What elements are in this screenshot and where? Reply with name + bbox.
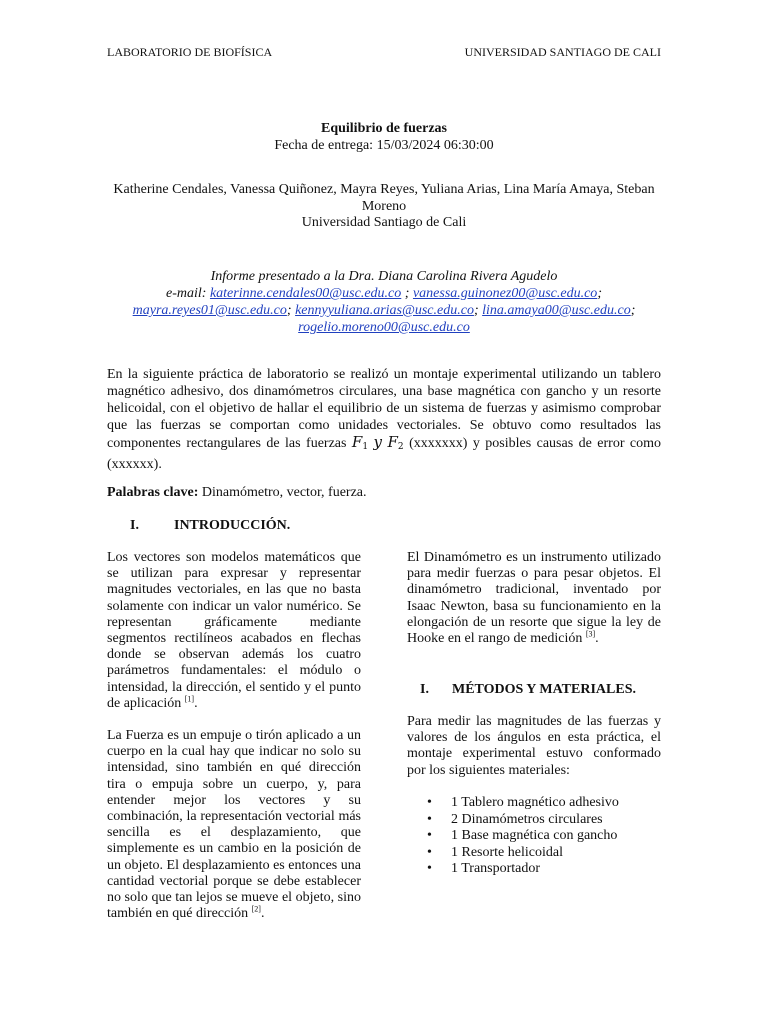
section-title: MÉTODOS Y MATERIALES. (452, 682, 636, 697)
intro-paragraph-text: Los vectores son modelos matemáticos que se utilizan para expresar y representar magnitudes vectoriales, en las que no basta solamente con indicar un valor numérico. Se representan gráficamente mediante segmentos rectilíneos acabados en flechas donde se observan además los cuatro parámetros fundamentales: el módulo o intensidad, la dirección, el sentido y el punto de aplicación (107, 550, 361, 711)
section-number: I. (130, 518, 139, 533)
force-f1-symbol: F (351, 433, 363, 451)
force-f1-subscript: 1 (362, 442, 369, 452)
section-heading-intro (130, 518, 290, 534)
left-column (107, 550, 361, 922)
methods-paragraph: Para medir las magnitudes de las fuerzas y valores de los ángulos en esta práctica, el montaje experimental estuvo conformado por los siguientes materiales: (407, 714, 661, 778)
abstract-text-end: (xxxxxxx) y posibles causas de error como (xxxxxx). (107, 436, 662, 472)
list-item: • 2 Dinamómetros circulares (407, 812, 619, 829)
section-title: INTRODUCCIÓN. (174, 518, 291, 533)
conjunction-y: y (373, 433, 383, 451)
materials-list (407, 795, 619, 878)
citation-ref: [3] (585, 629, 596, 639)
intro-paragraph: Los vectores son modelos matemáticos que se utilizan para expresar y representar magnitudes vectoriales, en las que no basta solamente con indicar un valor numérico. Se representan gráficamente mediante segmentos rectilíneos acabados en flechas donde se observan además los cuatro parámetros fundamentales: el módulo o intensidad, la dirección, el sentido y el punto de aplicación [1]. (107, 550, 361, 711)
affiliation: Universidad Santiago de Cali (301, 215, 467, 230)
authors: Katherine Cendales, Vanessa Quiñonez, Mayra Reyes, Yuliana Arias, Lina María Amaya, Steban Moreno (113, 182, 655, 214)
email-link[interactable]: vanessa.guinonez00@usc.edu.co (412, 286, 598, 301)
header-right: UNIVERSIDAD SANTIAGO DE CALI (464, 45, 661, 59)
keywords-label: Palabras clave: (107, 485, 199, 500)
citation-ref: [2] (251, 904, 261, 914)
intro-paragraph-text: La Fuerza es un empuje o tirón aplicado a un cuerpo en la cual hay que indicar no solo su intensidad, sino también en qué dirección tira o empuja sobre un cuerpo, y, para entender mejor los vectores y su combinación, la representación vectorial más sencilla es el desplazamiento, que simplemente es un cambio en la posición de un objeto. El desplazamiento es entonces una cantidad vectorial porque se debe establecer no solo que tan lejos se mueve el objeto, sino también en qué dirección (107, 728, 361, 922)
force-f1 (352, 433, 368, 451)
intro-paragraph: El Dinamómetro es un instrumento utilizado para medir fuerzas o para pesar objetos. El dinamómetro tradicional, inventado por Isaac Newton, basa su funcionamiento en la elongación de un resorte que sigue la ley de Hooke en el rango de medición [3]. (407, 550, 661, 647)
list-item: • 1 Resorte helicoidal (407, 845, 619, 862)
email-link[interactable]: mayra.reyes01@usc.edu.co (132, 303, 287, 318)
email-link[interactable]: lina.amaya00@usc.edu.co (482, 303, 631, 318)
delivery-date: Fecha de entrega: 15/03/2024 06:30:00 (274, 138, 494, 153)
intro-paragraph: La Fuerza es un empuje o tirón aplicado a un cuerpo en la cual hay que indicar no solo su intensidad, sino también en qué dirección tira o empuja sobre un cuerpo, y, para entender mejor los vectores y su combinación, la representación vectorial más sencilla es el desplazamiento, que simplemente es un cambio en la posición de un objeto. El desplazamiento es entonces una cantidad vectorial porque se debe establecer no solo que tan lejos se mueve el objeto, sino también en qué dirección [2]. (107, 728, 361, 922)
keywords-text: Dinamómetro, vector, fuerza. (201, 485, 367, 500)
email-link[interactable]: rogelio.moreno00@usc.edu.co (298, 320, 470, 335)
right-column-methods (407, 714, 661, 779)
force-f2 (387, 433, 403, 451)
force-f2-symbol: F (387, 433, 398, 451)
email-block: e-mail: katerinne.cendales00@usc.edu.co ; vanessa.guinonez00@usc.edu.co; mayra.reyes01@usc.edu.co; kennyyuliana.arias@usc.edu.co; lina.amaya00@usc.edu.co; rogelio.moreno00@usc.edu.co (132, 286, 636, 335)
presented-to: Informe presentado a la Dra. Diana Carolina Rivera Agudelo (210, 269, 558, 284)
list-item: • 1 Base magnética con gancho (407, 828, 619, 845)
email-link[interactable]: kennyyuliana.arias@usc.edu.co (295, 303, 474, 318)
list-item: • 1 Transportador (407, 861, 619, 878)
paper-title: Equilibrio de fuerzas (320, 121, 447, 136)
section-heading-methods (420, 682, 636, 698)
citation-ref: [1] (184, 694, 195, 704)
abstract-text: En la siguiente práctica de laboratorio se realizó un montaje experimental utilizando un tablero magnético adhesivo, dos dinamómetros circulares, una base magnética con gancho y un resorte helicoidal, con el objetivo de hallar el equilibrio de un sistema de fuerzas y asimismo comprobar que las fuerzas se comportan como unidades vectoriales. Se obtuvo como resultados las componentes rectangulares de las fuerzas (107, 367, 661, 451)
list-item: • 1 Tablero magnético adhesivo (407, 795, 619, 812)
email-label: e-mail: (166, 286, 207, 301)
abstract (107, 366, 661, 473)
header-left: LABORATORIO DE BIOFÍSICA (107, 45, 273, 59)
section-number: I. (420, 682, 429, 697)
right-column-intro (407, 550, 661, 647)
keywords (107, 485, 367, 501)
email-link[interactable]: katerinne.cendales00@usc.edu.co (209, 286, 402, 301)
force-f2-subscript: 2 (397, 442, 404, 452)
intro-paragraph-text: El Dinamómetro es un instrumento utilizado para medir fuerzas o para pesar objetos. El dinamómetro tradicional, inventado por Isaac Newton, basa su funcionamiento en la elongación de un resorte que sigue la ley de Hooke en el rango de medición (407, 550, 661, 647)
